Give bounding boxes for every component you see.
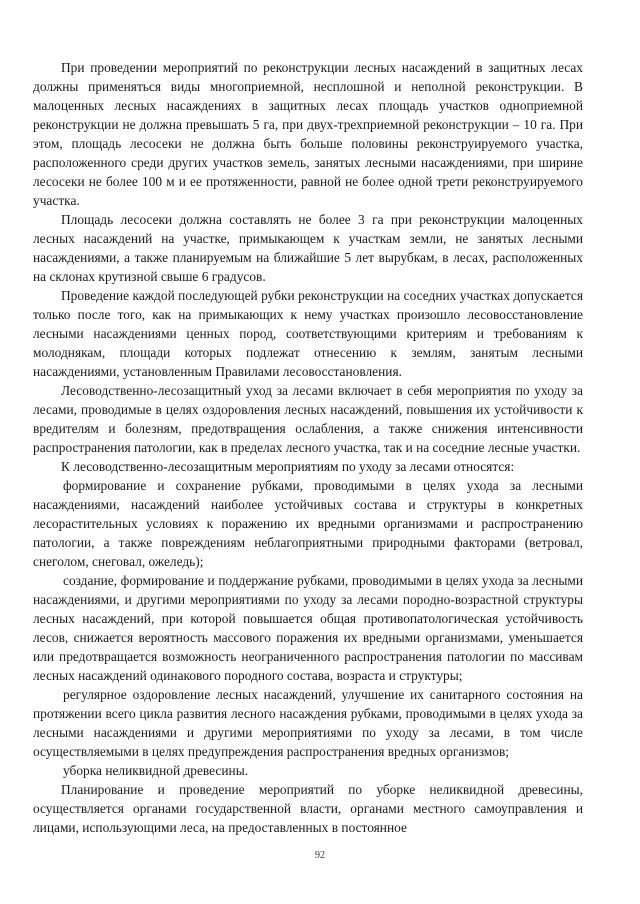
list-item: регулярное оздоровление лесных насаждений, улучшение их санитарного состояния на протяжении всего цикла развития лесного насаждения рубками, проводимыми в целях ухода за лесными насаждениями и другими мероприятиями по уходу за лесами, в том числе осуществляемыми в целях предупреждения распространения вредных организмов; [33, 687, 583, 759]
list-item: создание, формирование и поддержание рубками, проводимыми в целях ухода за лесными насаждениями, и другими мероприятиями по уходу за лесами породно-возрастной структуры лесных насаждений, при которой повышается общая противопатологическая устойчивость лесов, снижается вероятность массового поражения их вредными организмами, уменьшается или предотвращается возможность неограниченного распространения патологии по массивам лесных насаждений одинакового породного состава, возраста и структуры; [33, 573, 583, 683]
paragraph: При проведении мероприятий по реконструкции лесных насаждений в защитных лесах должны применяться виды многоприемной, неcплошной и неполной реконструкции. В малоценных лесных насаждениях в защитных лесах площадь участков одноприемной реконструкции не должна превышать 5 га, при двух-трехприемной реконструкции – 10 га. При этом, площадь лесосеки не должна быть больше половины реконструируемого участка, расположенного среди других участков земель, занятых лесными насаждениями, при ширине лесосеки не более 100 м и ее протяженности, равной не более одной трети реконструируемого участка. [33, 60, 583, 208]
paragraph: Планирование и проведение мероприятий по уборке неликвидной древесины, осуществляется органами государственной власти, органами местного самоуправления и лицами, использующими леса, на предоставленных в постоянное [33, 782, 583, 835]
paragraph: Площадь лесосеки должна составлять не более 3 га при реконструкции малоценных лесных насаждений на участке, примыкающем к участкам земли, не занятых лесными насаждениями, а также планируемым на ближайшие 5 лет вырубкам, в лесах, расположенных на склонах крутизной свыше 6 градусов. [33, 212, 583, 284]
paragraph: Проведение каждой последующей рубки реконструкции на соседних участках допускается только после того, как на примыкающих к нему участках произошло лесовосстановление лесными насаждениями ценных пород, соответствующими критериям и требованиям к молоднякам, площади которых подлежат отнесению к землям, занятым лесными насаждениями, установленным Правилами лесовосстановления. [33, 288, 583, 379]
paragraph: К лесоводственно-лесозащитным мероприятиям по уходу за лесами относятся: [61, 459, 515, 474]
page-number: 92 [315, 850, 325, 861]
list-item: уборка неликвидной древесины. [63, 763, 249, 778]
paragraph: Лесоводственно-лесозащитный уход за лесами включает в себя мероприятия по уходу за лесами, проводимые в целях оздоровления лесных насаждений, повышения их устойчивости к вредителям и болезням, предотвращения ослабления, а также снижения интенсивности распространения патологии, как в пределах лесного участка, так и на соседние лесные участки. [33, 383, 583, 455]
list-item: формирование и сохранение рубками, проводимыми в целях ухода за лесными насаждениями, насаждений наиболее устойчивых состава и структуры в конкретных лесорастительных условиях к поражению их вредными организмами и распространению патологии, а также повреждениям неблагоприятными природными факторами (ветровал, снеголом, снеговал, ожеледь); [33, 478, 583, 569]
document-body [33, 58, 583, 837]
